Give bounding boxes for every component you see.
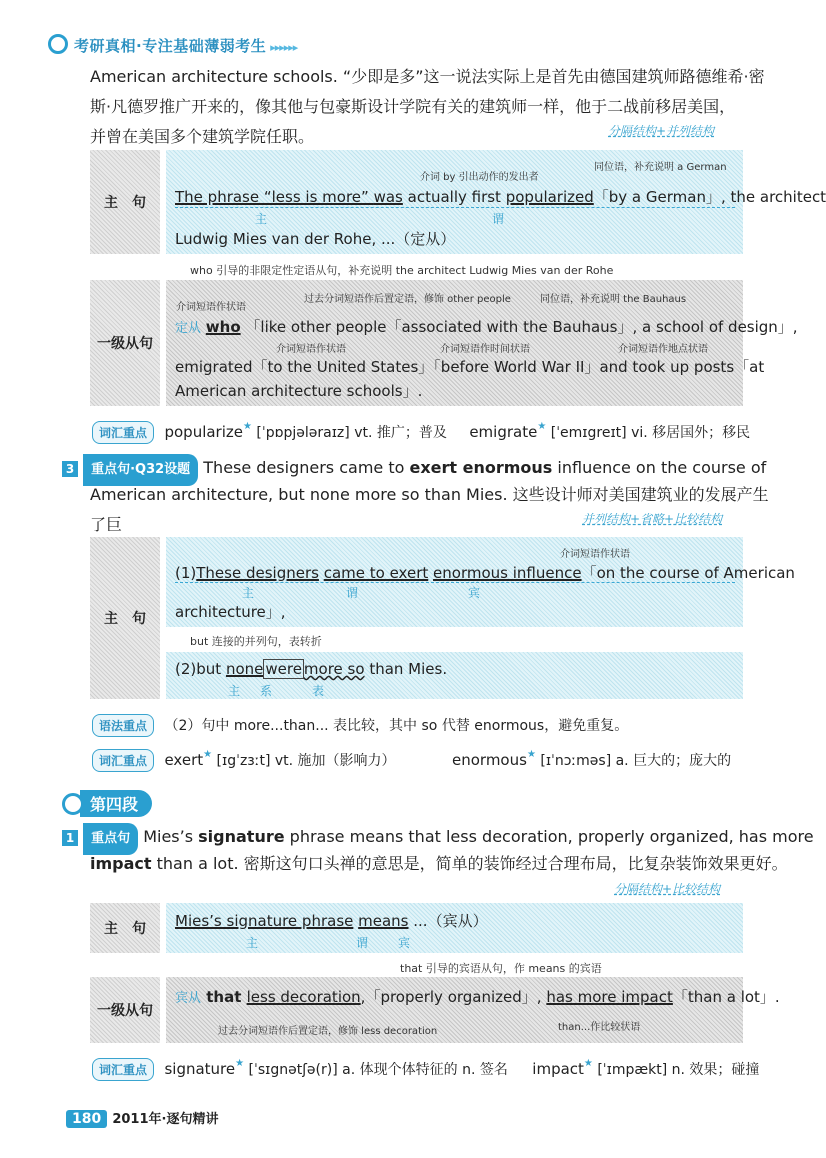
- block2-line1: (1)These designers came to exert enormous influence「on the course of American: [175, 564, 795, 582]
- intro-paragraph: American architecture schools. “少即是多”这一说法实际上是首先由德国建筑师路德维希·密 斯·凡德罗推广开来的，像其他与包豪斯设计学院有关的建筑师一样，他于二战前移居美国， 并曾在美国多个建筑学院任职。: [90, 67, 765, 146]
- footer: [66, 1108, 218, 1127]
- sub-clause-label: 一级从句: [90, 280, 160, 406]
- star-icon: ★: [203, 749, 213, 760]
- note-agent: 介词 by 引出动作的发出者: [420, 172, 539, 183]
- sub-sentence-line3: American architecture schools」.: [175, 382, 423, 400]
- sub-clause-label: 一级从句: [90, 977, 160, 1043]
- tag-predicate: 谓: [492, 212, 505, 226]
- sub-sentence-line2: emigrated「to the United States」「before World War II」and took up posts「at: [175, 358, 765, 376]
- note-appositive: 同位语，补充说明 a German: [594, 162, 727, 173]
- structure-tag: 分隔结构+并列结构: [608, 124, 715, 138]
- key-sentence-badge: 重点句·Q32设题: [83, 454, 198, 486]
- connector-note: who 引导的非限定性定语从句，补充说明 the architect Ludwig Mies van der Rohe: [190, 264, 614, 277]
- main-clause-label: 主 句: [90, 150, 160, 254]
- structure-tag: 并列结构+省略+比较结构: [582, 512, 723, 526]
- star-icon: ★: [243, 421, 252, 432]
- sentence-number: 3: [62, 461, 78, 477]
- block3-line1: Mies’s signature phrase means ...（宾从）: [175, 912, 488, 930]
- tag-subject: 主: [255, 212, 268, 226]
- magnifier-icon: [48, 34, 68, 54]
- sentence-3-translation: American architecture, but none more so than Mies. 这些设计师对美国建筑业的发展产生了巨: [90, 485, 769, 534]
- star-icon: ★: [537, 421, 547, 432]
- sentence-1-line2: impact than a lot. 密斯这句口头禅的意思是，简单的装饰经过合理布局，比复杂装饰效果更好。: [90, 854, 788, 873]
- vocab-badge: 词汇重点: [92, 749, 154, 772]
- vocab-row-1: 词汇重点 popularize★ [ˈpɒpjələraɪz] vt. 推广；普及 emigrate★ [ˈemɪgreɪt] vi. 移居国外；移民: [92, 421, 750, 444]
- grammar-row: 语法重点 （2）句中 more...than... 表比较，其中 so 代替 enormous，避免重复。: [92, 714, 628, 737]
- main-sentence-line1: The phrase “less is more” was actually first popularized「by a German」, the architect: [175, 188, 826, 206]
- sentence-3-line1: 3 重点句·Q32设题 These designers came to exert enormous influence on the course of: [62, 453, 762, 486]
- star-icon: ★: [526, 749, 536, 760]
- main-sentence-line2: Ludwig Mies van der Rohe, ...（定从）: [175, 230, 456, 248]
- key-sentence-badge: 重点句: [83, 823, 138, 855]
- star-icon: ★: [235, 1058, 245, 1069]
- main-clause-label: 主 句: [90, 537, 160, 699]
- header-brand: 考研真相·专注基础薄弱考生 ▸▸▸▸▸▸: [48, 34, 297, 56]
- arrows-icon: ▸▸▸▸▸▸: [270, 41, 298, 54]
- vocab-badge: 词汇重点: [92, 1058, 154, 1081]
- page-number: 180: [66, 1110, 107, 1128]
- dash-line: [175, 207, 735, 208]
- sentence-number: 1: [62, 830, 78, 846]
- connector-note: but 连接的并列句，表转折: [190, 635, 322, 648]
- grammar-badge: 语法重点: [92, 714, 154, 737]
- main-clause-label: 主 句: [90, 903, 160, 953]
- sentence-1-line1: 1 重点句 Mies’s signature phrase means that less decoration, properly organized, has more: [62, 822, 782, 855]
- footer-title: 2011年·逐句精讲: [112, 1112, 219, 1127]
- connector-note: that 引导的宾语从句，作 means 的宾语: [400, 962, 602, 975]
- star-icon: ★: [583, 1058, 593, 1069]
- vocab-row-2: 词汇重点 exert★ [ɪgˈzɜːt] vt. 施加（影响力） enormous★ [ɪˈnɔːməs] a. 巨大的；庞大的: [92, 749, 731, 772]
- magnifier-icon: [62, 793, 84, 815]
- sub-sentence-line1: 定从 who 「like other people「associated with the Bauhaus」, a school of design」,: [175, 318, 798, 336]
- block2-line3: (2)but none were more so than Mies.: [175, 660, 448, 678]
- block3-sub-line: 宾从 that less decoration,「properly organized」, has more impact「than a lot」.: [175, 988, 780, 1006]
- section-title: 第四段: [62, 790, 152, 817]
- vocab-row-3: 词汇重点 signature★ [ˈsɪgnətʃə(r)] a. 体现个体特征的 n. 签名 impact★ [ˈɪmpækt] n. 效果；碰撞: [92, 1058, 759, 1081]
- dash-line: [175, 582, 735, 583]
- structure-tag: 分隔结构+比较结构: [614, 882, 721, 896]
- vocab-badge: 词汇重点: [92, 421, 154, 444]
